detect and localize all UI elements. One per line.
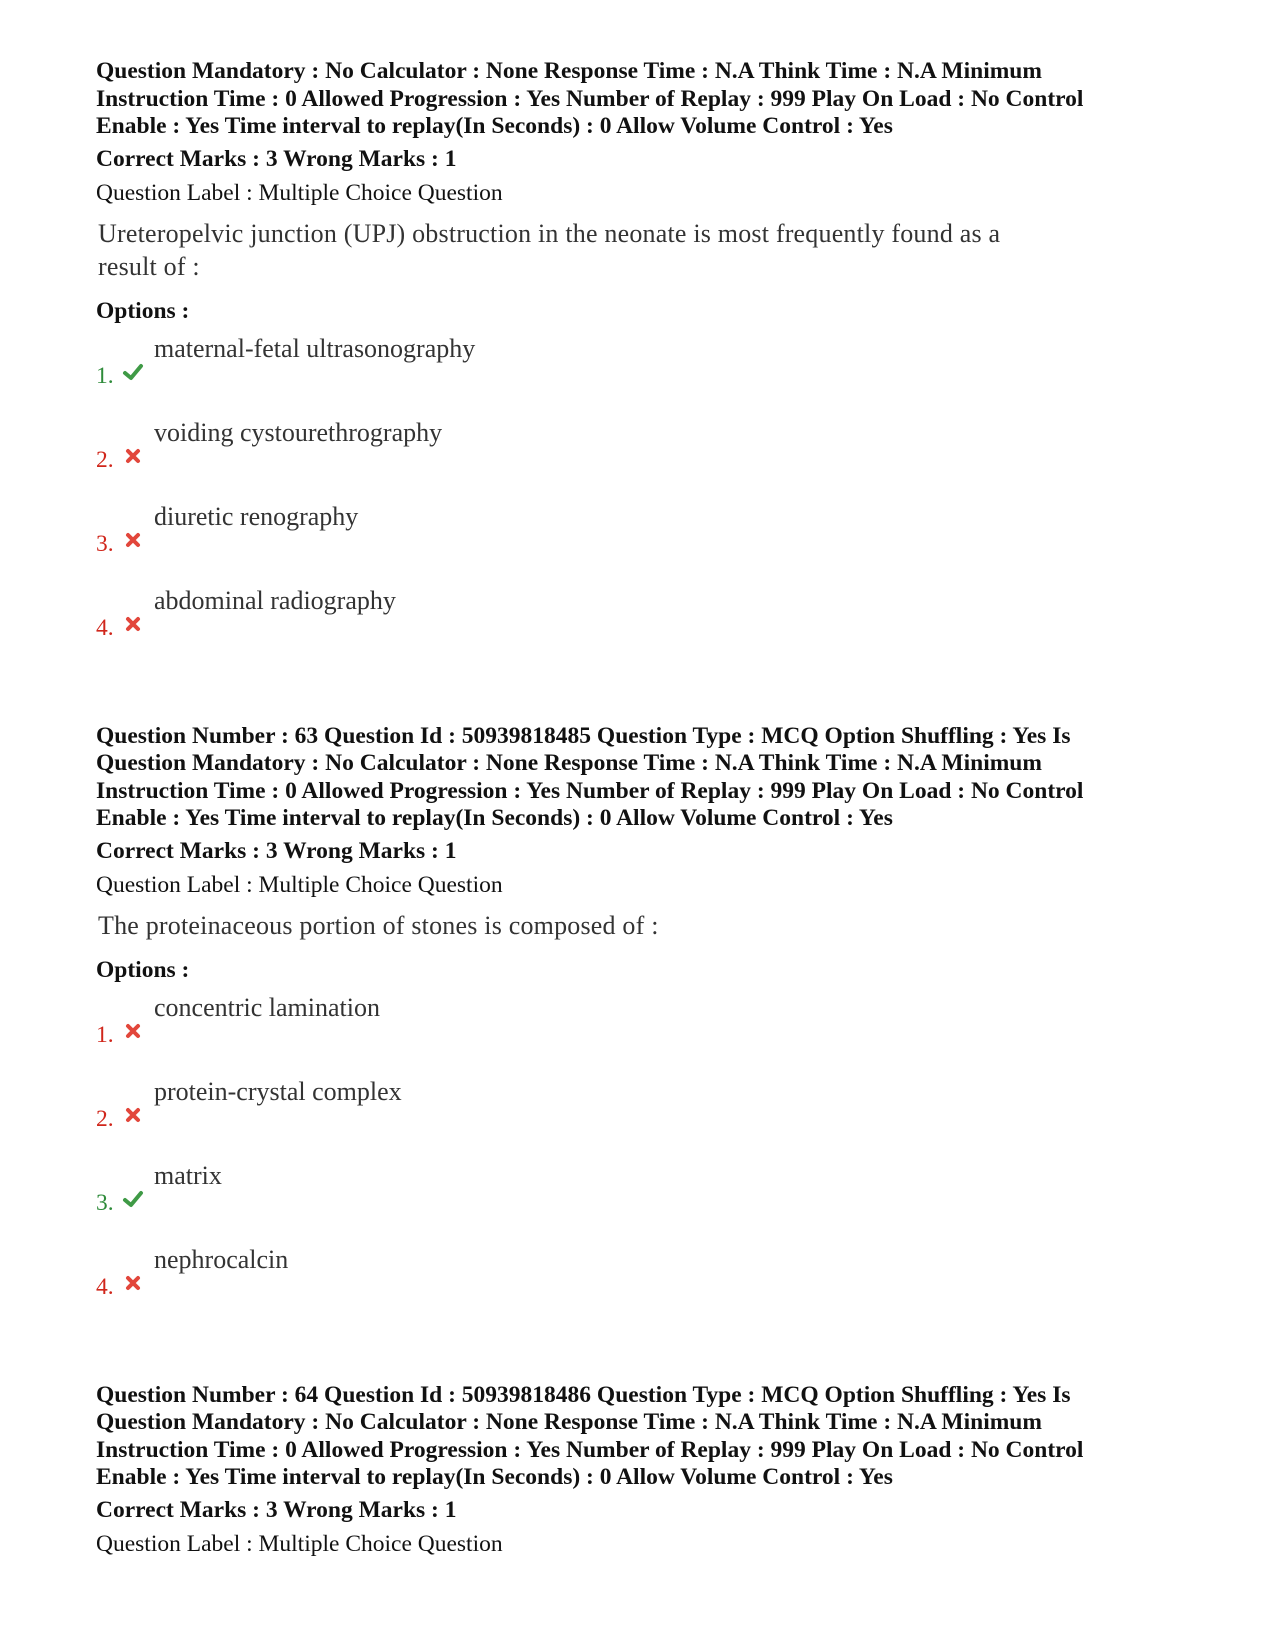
question-meta	[96, 723, 1196, 833]
option-text: matrix	[154, 1160, 222, 1190]
meta-line: Question Mandatory : No Calculator : None Response Time : N.A Think Time : N.A Minimum	[96, 58, 1042, 84]
option-item	[96, 585, 1196, 669]
cross-icon	[122, 1104, 144, 1126]
option-text: abdominal radiography	[154, 585, 396, 615]
options-label: Options :	[96, 956, 190, 983]
cross-icon	[122, 1272, 144, 1294]
option-text: protein-crystal complex	[154, 1076, 402, 1106]
check-icon	[122, 1188, 144, 1210]
meta-line: Enable : Yes Time interval to replay(In Seconds) : 0 Allow Volume Control : Yes	[96, 1464, 893, 1490]
marks-line: Correct Marks : 3 Wrong Marks : 1	[96, 1496, 457, 1523]
option-number: 3.	[96, 1189, 114, 1216]
cross-icon	[122, 1020, 144, 1042]
question-paper	[96, 58, 1196, 1558]
meta-line: Question Mandatory : No Calculator : None Response Time : N.A Think Time : N.A Minimum	[96, 1409, 1042, 1435]
option-number: 2.	[96, 446, 114, 473]
option-item	[96, 1160, 1196, 1244]
options-list	[96, 992, 1196, 1328]
marks-line: Correct Marks : 3 Wrong Marks : 1	[96, 837, 457, 864]
question-text: The proteinaceous portion of stones is composed of :	[98, 910, 659, 940]
question-block	[96, 723, 1196, 1328]
option-text: diuretic renography	[154, 501, 359, 531]
option-text: concentric lamination	[154, 992, 380, 1022]
question-block	[96, 1382, 1196, 1558]
question-label: Question Label : Multiple Choice Question	[96, 1530, 503, 1557]
question-meta	[96, 1382, 1196, 1492]
option-item	[96, 1076, 1196, 1160]
meta-line: Question Number : 64 Question Id : 50939818486 Question Type : MCQ Option Shuffling : Yes Is	[96, 1381, 1071, 1408]
option-number: 4.	[96, 614, 114, 641]
question-text: Ureteropelvic junction (UPJ) obstruction in the neonate is most frequently found as a result of :	[98, 218, 1001, 281]
marks-line: Correct Marks : 3 Wrong Marks : 1	[96, 145, 457, 172]
meta-line: Instruction Time : 0 Allowed Progression : Yes Number of Replay : 999 Play On Load : No Control	[96, 85, 1084, 112]
meta-line: Question Number : 63 Question Id : 50939818485 Question Type : MCQ Option Shuffling : Yes Is	[96, 722, 1071, 749]
meta-line: Enable : Yes Time interval to replay(In Seconds) : 0 Allow Volume Control : Yes	[96, 805, 893, 831]
option-number: 2.	[96, 1105, 114, 1132]
option-text: nephrocalcin	[154, 1244, 289, 1274]
option-number: 1.	[96, 1021, 114, 1048]
meta-line: Enable : Yes Time interval to replay(In Seconds) : 0 Allow Volume Control : Yes	[96, 113, 893, 139]
option-item	[96, 417, 1196, 501]
meta-line: Question Mandatory : No Calculator : None Response Time : N.A Think Time : N.A Minimum	[96, 750, 1042, 776]
check-icon	[122, 361, 144, 383]
cross-icon	[122, 613, 144, 635]
question-block	[96, 58, 1196, 669]
option-item	[96, 501, 1196, 585]
option-number: 4.	[96, 1273, 114, 1300]
cross-icon	[122, 529, 144, 551]
meta-line: Instruction Time : 0 Allowed Progression : Yes Number of Replay : 999 Play On Load : No Control	[96, 1436, 1084, 1463]
option-number: 3.	[96, 530, 114, 557]
question-label: Question Label : Multiple Choice Question	[96, 871, 503, 898]
option-number: 1.	[96, 362, 114, 389]
option-text: maternal-fetal ultrasonography	[154, 333, 476, 363]
options-list	[96, 333, 1196, 669]
question-meta	[96, 58, 1196, 141]
cross-icon	[122, 445, 144, 467]
option-item	[96, 992, 1196, 1076]
option-item	[96, 1244, 1196, 1328]
question-label: Question Label : Multiple Choice Question	[96, 179, 503, 206]
option-item	[96, 333, 1196, 417]
option-text: voiding cystourethrography	[154, 417, 443, 447]
meta-line: Instruction Time : 0 Allowed Progression : Yes Number of Replay : 999 Play On Load : No Control	[96, 777, 1084, 804]
options-label: Options :	[96, 297, 190, 324]
